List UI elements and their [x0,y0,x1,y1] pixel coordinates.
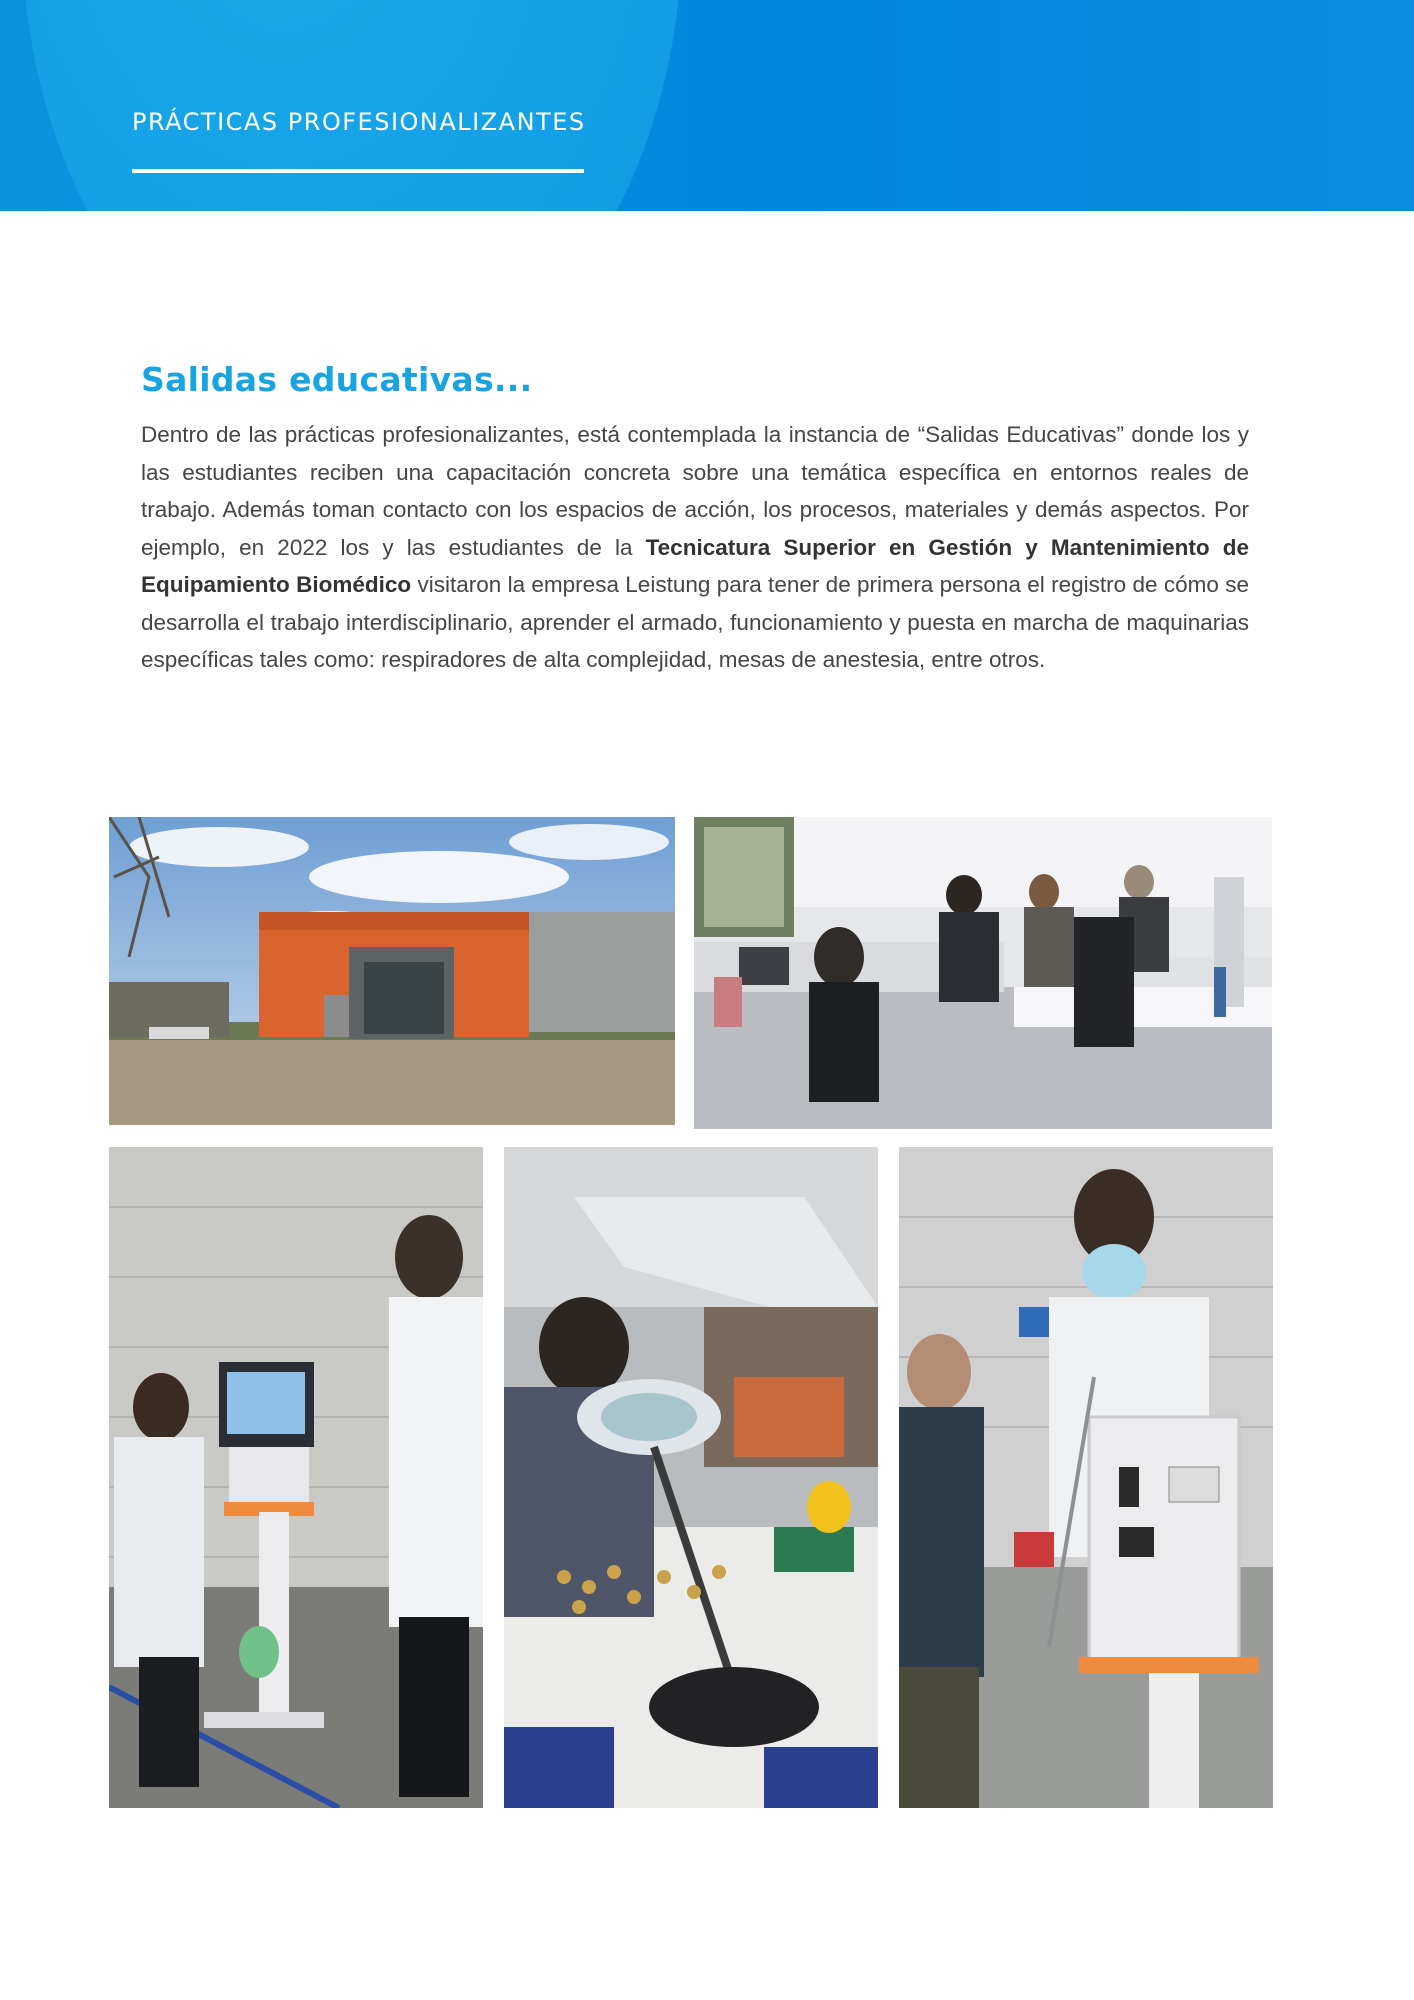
header-title: PRÁCTICAS PROFESIONALIZANTES [132,108,586,136]
body-paragraph [141,416,1249,679]
photo-ventilator-inspection [899,1147,1273,1808]
photo-building-exterior [109,817,675,1125]
header-underline [132,169,584,173]
paragraph-text-part2: visitaron la empresa Leistung para tener de primera persona el registro de cómo se desarrolla el trabajo interdisciplinario, aprender el armado, funcionamiento y puesta en marcha de maquinarias específicas tales como: respiradores de alta complejidad, mesas de anestesia, entre otros. [141,572,1249,672]
header-decorative-circle [22,0,682,211]
photo-office-students [694,817,1272,1129]
program-name: Tecnicatura Superior en Gestión y Mantenimiento de Equipamiento Biomédico [141,534,1249,597]
photo-ventilator-demo [109,1147,483,1808]
paragraph-text-part1: Dentro de las prácticas profesionalizantes, está contemplada la instancia de “Salidas Educativas” donde los y las estudiantes reciben una capacitación concreta sobre una temática específica en entornos reales de trabajo. Además toman contacto con los espacios de acción, los procesos, materiales y demás aspectos. Por ejemplo, en 2022 los y las estudiantes de la [141,422,1249,560]
section-heading: Salidas educativas... [141,360,533,399]
header-band [0,0,1414,211]
photo-technician-workbench [504,1147,878,1808]
